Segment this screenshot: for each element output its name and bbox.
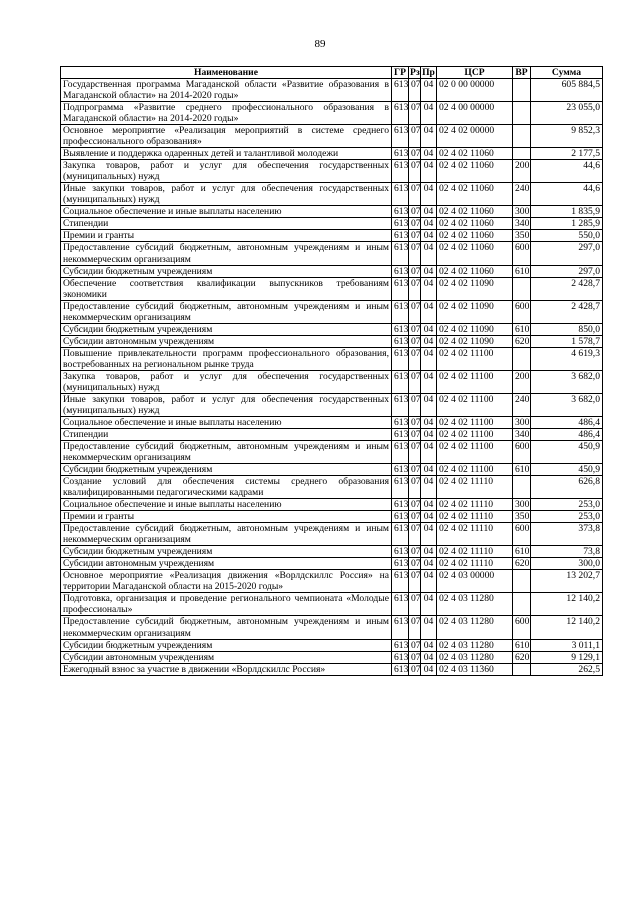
- table-row: [61, 206, 603, 218]
- row-sum: 73,8: [531, 546, 603, 558]
- table-row: [61, 499, 603, 511]
- row-gr: 613: [392, 523, 409, 546]
- row-vr: 610: [513, 323, 531, 335]
- row-vr: [513, 593, 531, 616]
- row-sum: 9 129,1: [531, 651, 603, 663]
- row-sum: 1 285,9: [531, 218, 603, 230]
- row-sum: 297,0: [531, 265, 603, 277]
- row-name: Закупка товаров, работ и услуг для обеспечения государственных (муниципальных) нужд: [61, 370, 392, 393]
- row-name: Государственная программа Магаданской области «Развитие образования в Магаданской области» на 2014-2020 годы»: [61, 79, 392, 102]
- row-csr: 02 4 02 11110: [437, 546, 513, 558]
- row-sum: 44,6: [531, 183, 603, 206]
- row-vr: 620: [513, 335, 531, 347]
- row-gr: 613: [392, 160, 409, 183]
- row-sum: 2 428,7: [531, 277, 603, 300]
- row-pr: 04: [421, 125, 437, 148]
- row-csr: 02 4 02 11100: [437, 393, 513, 416]
- row-rz: 07: [409, 300, 421, 323]
- row-pr: 04: [421, 651, 437, 663]
- row-vr: 620: [513, 558, 531, 570]
- table-row: [61, 616, 603, 639]
- row-sum: 12 140,2: [531, 593, 603, 616]
- row-name: Субсидии автономным учреждениям: [61, 558, 392, 570]
- row-sum: 3 011,1: [531, 639, 603, 651]
- row-vr: 240: [513, 183, 531, 206]
- row-rz: 07: [409, 476, 421, 499]
- row-gr: 613: [392, 300, 409, 323]
- table-row: [61, 570, 603, 593]
- row-sum: 486,4: [531, 416, 603, 428]
- row-pr: 04: [421, 393, 437, 416]
- row-vr: [513, 347, 531, 370]
- row-gr: 613: [392, 511, 409, 523]
- table-row: [61, 523, 603, 546]
- row-pr: 04: [421, 511, 437, 523]
- row-name: Основное мероприятие «Реализация мероприятий в системе среднего профессионального образования»: [61, 125, 392, 148]
- row-name: Закупка товаров, работ и услуг для обеспечения государственных (муниципальных) нужд: [61, 160, 392, 183]
- row-sum: 550,0: [531, 230, 603, 242]
- row-csr: 02 4 02 11090: [437, 300, 513, 323]
- row-csr: 02 0 00 00000: [437, 79, 513, 102]
- row-gr: 613: [392, 218, 409, 230]
- row-csr: 02 4 02 11100: [437, 370, 513, 393]
- row-csr: 02 4 02 11060: [437, 206, 513, 218]
- row-vr: 600: [513, 616, 531, 639]
- row-rz: 07: [409, 277, 421, 300]
- row-name: Стипендии: [61, 428, 392, 440]
- row-rz: 07: [409, 347, 421, 370]
- row-name: Субсидии бюджетным учреждениям: [61, 546, 392, 558]
- row-pr: 04: [421, 546, 437, 558]
- row-csr: 02 4 02 11100: [437, 464, 513, 476]
- row-csr: 02 4 02 11060: [437, 148, 513, 160]
- header-pr: Пр: [422, 67, 435, 78]
- row-csr: 02 4 02 11100: [437, 347, 513, 370]
- row-name: Повышение привлекательности программ профессионального образования, востребованных на региональном рынке труда: [61, 347, 392, 370]
- row-rz: 07: [409, 464, 421, 476]
- table-row: [61, 393, 603, 416]
- row-sum: 4 619,3: [531, 347, 603, 370]
- table-row: [61, 148, 603, 160]
- row-csr: 02 4 03 11280: [437, 639, 513, 651]
- row-name: Основное мероприятие «Реализация движения «Ворлдскиллс Россия» на территории Магаданской области на 2015-2020 годы»: [61, 570, 392, 593]
- row-pr: 04: [421, 416, 437, 428]
- row-vr: [513, 102, 531, 125]
- row-name: Субсидии бюджетным учреждениям: [61, 464, 392, 476]
- table-row: [61, 511, 603, 523]
- row-rz: 07: [409, 523, 421, 546]
- row-pr: 04: [421, 79, 437, 102]
- table-row: [61, 125, 603, 148]
- row-vr: 600: [513, 441, 531, 464]
- row-pr: 04: [421, 265, 437, 277]
- table-row: [61, 593, 603, 616]
- row-gr: 613: [392, 651, 409, 663]
- row-pr: 04: [421, 370, 437, 393]
- header-name: Наименование: [61, 67, 392, 79]
- row-rz: 07: [409, 160, 421, 183]
- row-name: Обеспечение соответствия квалификации выпускников требованиям экономики: [61, 277, 392, 300]
- table-row: [61, 663, 603, 675]
- row-rz: 07: [409, 102, 421, 125]
- table-row: [61, 230, 603, 242]
- table-row: [61, 323, 603, 335]
- row-vr: [513, 148, 531, 160]
- row-gr: 613: [392, 499, 409, 511]
- header-sum: Сумма: [531, 67, 603, 79]
- table-row: [61, 441, 603, 464]
- row-rz: 07: [409, 663, 421, 675]
- row-rz: 07: [409, 79, 421, 102]
- row-name: Подготовка, организация и проведение регионального чемпионата «Молодые профессионалы»: [61, 593, 392, 616]
- row-sum: 9 852,3: [531, 125, 603, 148]
- row-vr: [513, 125, 531, 148]
- row-pr: 04: [421, 428, 437, 440]
- row-vr: 340: [513, 428, 531, 440]
- table-row: [61, 639, 603, 651]
- row-sum: 253,0: [531, 511, 603, 523]
- row-rz: 07: [409, 125, 421, 148]
- row-gr: 613: [392, 206, 409, 218]
- table-row: [61, 558, 603, 570]
- row-rz: 07: [409, 242, 421, 265]
- row-gr: 613: [392, 476, 409, 499]
- table-row: [61, 218, 603, 230]
- row-rz: 07: [409, 593, 421, 616]
- row-sum: 450,9: [531, 441, 603, 464]
- row-rz: 07: [409, 511, 421, 523]
- table-row: [61, 546, 603, 558]
- table-row: [61, 300, 603, 323]
- row-rz: 07: [409, 335, 421, 347]
- row-gr: 613: [392, 616, 409, 639]
- row-name: Субсидии бюджетным учреждениям: [61, 323, 392, 335]
- table-row: [61, 464, 603, 476]
- row-sum: 3 682,0: [531, 393, 603, 416]
- row-vr: [513, 570, 531, 593]
- row-rz: 07: [409, 499, 421, 511]
- row-sum: 1 578,7: [531, 335, 603, 347]
- header-csr: ЦСР: [437, 67, 513, 79]
- row-csr: 02 4 03 00000: [437, 570, 513, 593]
- row-vr: 350: [513, 511, 531, 523]
- row-gr: 613: [392, 558, 409, 570]
- row-gr: 613: [392, 242, 409, 265]
- row-rz: 07: [409, 206, 421, 218]
- row-pr: 04: [421, 639, 437, 651]
- row-sum: 373,8: [531, 523, 603, 546]
- row-csr: 02 4 02 11090: [437, 335, 513, 347]
- row-csr: 02 4 02 11060: [437, 183, 513, 206]
- row-sum: 1 835,9: [531, 206, 603, 218]
- row-rz: 07: [409, 639, 421, 651]
- row-csr: 02 4 02 11110: [437, 523, 513, 546]
- row-sum: 300,0: [531, 558, 603, 570]
- table-row: [61, 651, 603, 663]
- row-name: Субсидии бюджетным учреждениям: [61, 265, 392, 277]
- table-row: [61, 416, 603, 428]
- row-name: Предоставление субсидий бюджетным, автономным учреждениям и иным некоммерческим организациям: [61, 616, 392, 639]
- row-pr: 04: [421, 300, 437, 323]
- row-name: Премии и гранты: [61, 511, 392, 523]
- row-vr: 350: [513, 230, 531, 242]
- row-name: Предоставление субсидий бюджетным, автономным учреждениям и иным некоммерческим организациям: [61, 300, 392, 323]
- header-vr: ВР: [513, 67, 531, 79]
- row-gr: 613: [392, 277, 409, 300]
- row-gr: 613: [392, 125, 409, 148]
- row-sum: 850,0: [531, 323, 603, 335]
- row-pr: 04: [421, 148, 437, 160]
- row-rz: 07: [409, 441, 421, 464]
- table-row: [61, 370, 603, 393]
- row-pr: 04: [421, 663, 437, 675]
- row-rz: 07: [409, 651, 421, 663]
- table-row: [61, 160, 603, 183]
- row-gr: 613: [392, 79, 409, 102]
- row-pr: 04: [421, 558, 437, 570]
- row-rz: 07: [409, 323, 421, 335]
- row-gr: 613: [392, 393, 409, 416]
- row-rz: 07: [409, 148, 421, 160]
- row-name: Создание условий для обеспечения системы среднего образования квалифицированными педагогическими кадрами: [61, 476, 392, 499]
- table-row: [61, 79, 603, 102]
- row-pr: 04: [421, 102, 437, 125]
- row-pr: 04: [421, 347, 437, 370]
- row-csr: 02 4 03 11280: [437, 651, 513, 663]
- row-gr: 613: [392, 347, 409, 370]
- row-rz: 07: [409, 265, 421, 277]
- row-gr: 613: [392, 230, 409, 242]
- row-gr: 613: [392, 183, 409, 206]
- row-pr: 04: [421, 160, 437, 183]
- row-gr: 613: [392, 663, 409, 675]
- row-vr: 610: [513, 546, 531, 558]
- row-rz: 07: [409, 570, 421, 593]
- row-vr: 300: [513, 499, 531, 511]
- row-csr: 02 4 02 11060: [437, 265, 513, 277]
- row-sum: 297,0: [531, 242, 603, 265]
- row-csr: 02 4 03 11280: [437, 593, 513, 616]
- row-csr: 02 4 02 11100: [437, 441, 513, 464]
- row-csr: 02 4 02 11110: [437, 558, 513, 570]
- row-vr: 200: [513, 160, 531, 183]
- row-gr: 613: [392, 335, 409, 347]
- row-sum: 605 884,5: [531, 79, 603, 102]
- row-pr: 04: [421, 206, 437, 218]
- row-csr: 02 4 02 00000: [437, 125, 513, 148]
- row-name: Предоставление субсидий бюджетным, автономным учреждениям и иным некоммерческим организациям: [61, 441, 392, 464]
- row-name: Ежегодный взнос за участие в движении «Ворлдскиллс Россия»: [61, 663, 392, 675]
- row-pr: 04: [421, 218, 437, 230]
- row-vr: 600: [513, 523, 531, 546]
- row-rz: 07: [409, 393, 421, 416]
- row-pr: 04: [421, 323, 437, 335]
- row-vr: 300: [513, 416, 531, 428]
- row-gr: 613: [392, 148, 409, 160]
- row-csr: 02 4 02 11090: [437, 277, 513, 300]
- row-csr: 02 4 02 11060: [437, 160, 513, 183]
- row-sum: 44,6: [531, 160, 603, 183]
- row-name: Субсидии бюджетным учреждениям: [61, 639, 392, 651]
- row-csr: 02 4 02 11060: [437, 230, 513, 242]
- row-rz: 07: [409, 230, 421, 242]
- row-csr: 02 4 00 00000: [437, 102, 513, 125]
- row-csr: 02 4 02 11060: [437, 242, 513, 265]
- table-row: [61, 476, 603, 499]
- row-name: Иные закупки товаров, работ и услуг для обеспечения государственных (муниципальных) нужд: [61, 183, 392, 206]
- row-gr: 613: [392, 441, 409, 464]
- row-rz: 07: [409, 428, 421, 440]
- row-pr: 04: [421, 441, 437, 464]
- row-gr: 613: [392, 464, 409, 476]
- row-vr: 600: [513, 300, 531, 323]
- row-gr: 613: [392, 570, 409, 593]
- row-vr: [513, 79, 531, 102]
- row-name: Предоставление субсидий бюджетным, автономным учреждениям и иным некоммерческим организациям: [61, 242, 392, 265]
- row-gr: 613: [392, 546, 409, 558]
- row-csr: 02 4 02 11100: [437, 416, 513, 428]
- row-sum: 2 428,7: [531, 300, 603, 323]
- row-csr: 02 4 02 11110: [437, 511, 513, 523]
- row-pr: 04: [421, 464, 437, 476]
- row-sum: 3 682,0: [531, 370, 603, 393]
- row-name: Выявление и поддержка одаренных детей и талантливой молодежи: [61, 148, 392, 160]
- row-rz: 07: [409, 546, 421, 558]
- row-sum: 12 140,2: [531, 616, 603, 639]
- row-pr: 04: [421, 570, 437, 593]
- row-pr: 04: [421, 277, 437, 300]
- row-pr: 04: [421, 230, 437, 242]
- row-vr: [513, 277, 531, 300]
- row-name: Социальное обеспечение и иные выплаты населению: [61, 416, 392, 428]
- row-vr: 600: [513, 242, 531, 265]
- row-name: Премии и гранты: [61, 230, 392, 242]
- row-vr: 610: [513, 265, 531, 277]
- row-name: Подпрограмма «Развитие среднего профессионального образования в Магаданской области» на 2014-2020 годы»: [61, 102, 392, 125]
- row-csr: 02 4 02 11110: [437, 476, 513, 499]
- table-header-row: [61, 67, 603, 79]
- row-gr: 613: [392, 428, 409, 440]
- row-sum: 486,4: [531, 428, 603, 440]
- row-name: Субсидии автономным учреждениям: [61, 651, 392, 663]
- table-row: [61, 428, 603, 440]
- row-gr: 613: [392, 370, 409, 393]
- budget-table: [60, 66, 603, 676]
- row-pr: 04: [421, 593, 437, 616]
- row-pr: 04: [421, 476, 437, 499]
- row-pr: 04: [421, 499, 437, 511]
- row-sum: 2 177,5: [531, 148, 603, 160]
- row-gr: 613: [392, 265, 409, 277]
- row-rz: 07: [409, 416, 421, 428]
- page-number: 89: [314, 38, 326, 50]
- row-gr: 613: [392, 102, 409, 125]
- row-sum: 262,5: [531, 663, 603, 675]
- row-name: Социальное обеспечение и иные выплаты населению: [61, 499, 392, 511]
- row-gr: 613: [392, 323, 409, 335]
- header-rz: Рз: [410, 67, 420, 78]
- row-name: Стипендии: [61, 218, 392, 230]
- row-rz: 07: [409, 370, 421, 393]
- row-gr: 613: [392, 416, 409, 428]
- row-vr: 610: [513, 639, 531, 651]
- table-row: [61, 242, 603, 265]
- table-row: [61, 265, 603, 277]
- row-csr: 02 4 03 11360: [437, 663, 513, 675]
- header-gr: ГР: [392, 67, 409, 79]
- row-rz: 07: [409, 218, 421, 230]
- row-sum: 253,0: [531, 499, 603, 511]
- row-sum: 626,8: [531, 476, 603, 499]
- row-csr: 02 4 02 11100: [437, 428, 513, 440]
- table-row: [61, 183, 603, 206]
- row-name: Социальное обеспечение и иные выплаты населению: [61, 206, 392, 218]
- row-csr: 02 4 02 11110: [437, 499, 513, 511]
- table-row: [61, 277, 603, 300]
- table-row: [61, 102, 603, 125]
- row-csr: 02 4 02 11090: [437, 323, 513, 335]
- row-name: Предоставление субсидий бюджетным, автономным учреждениям и иным некоммерческим организациям: [61, 523, 392, 546]
- row-rz: 07: [409, 558, 421, 570]
- row-sum: 450,9: [531, 464, 603, 476]
- table-row: [61, 335, 603, 347]
- row-vr: 620: [513, 651, 531, 663]
- row-vr: 200: [513, 370, 531, 393]
- row-vr: 240: [513, 393, 531, 416]
- row-vr: [513, 476, 531, 499]
- row-vr: 610: [513, 464, 531, 476]
- row-sum: 13 202,7: [531, 570, 603, 593]
- row-csr: 02 4 03 11280: [437, 616, 513, 639]
- row-pr: 04: [421, 242, 437, 265]
- row-csr: 02 4 02 11060: [437, 218, 513, 230]
- row-rz: 07: [409, 183, 421, 206]
- row-vr: 300: [513, 206, 531, 218]
- row-name: Иные закупки товаров, работ и услуг для обеспечения государственных (муниципальных) нужд: [61, 393, 392, 416]
- row-vr: [513, 663, 531, 675]
- row-gr: 613: [392, 593, 409, 616]
- row-gr: 613: [392, 639, 409, 651]
- row-name: Субсидии автономным учреждениям: [61, 335, 392, 347]
- row-pr: 04: [421, 523, 437, 546]
- row-rz: 07: [409, 616, 421, 639]
- row-pr: 04: [421, 335, 437, 347]
- row-vr: 340: [513, 218, 531, 230]
- row-sum: 23 055,0: [531, 102, 603, 125]
- table-row: [61, 347, 603, 370]
- row-pr: 04: [421, 183, 437, 206]
- row-pr: 04: [421, 616, 437, 639]
